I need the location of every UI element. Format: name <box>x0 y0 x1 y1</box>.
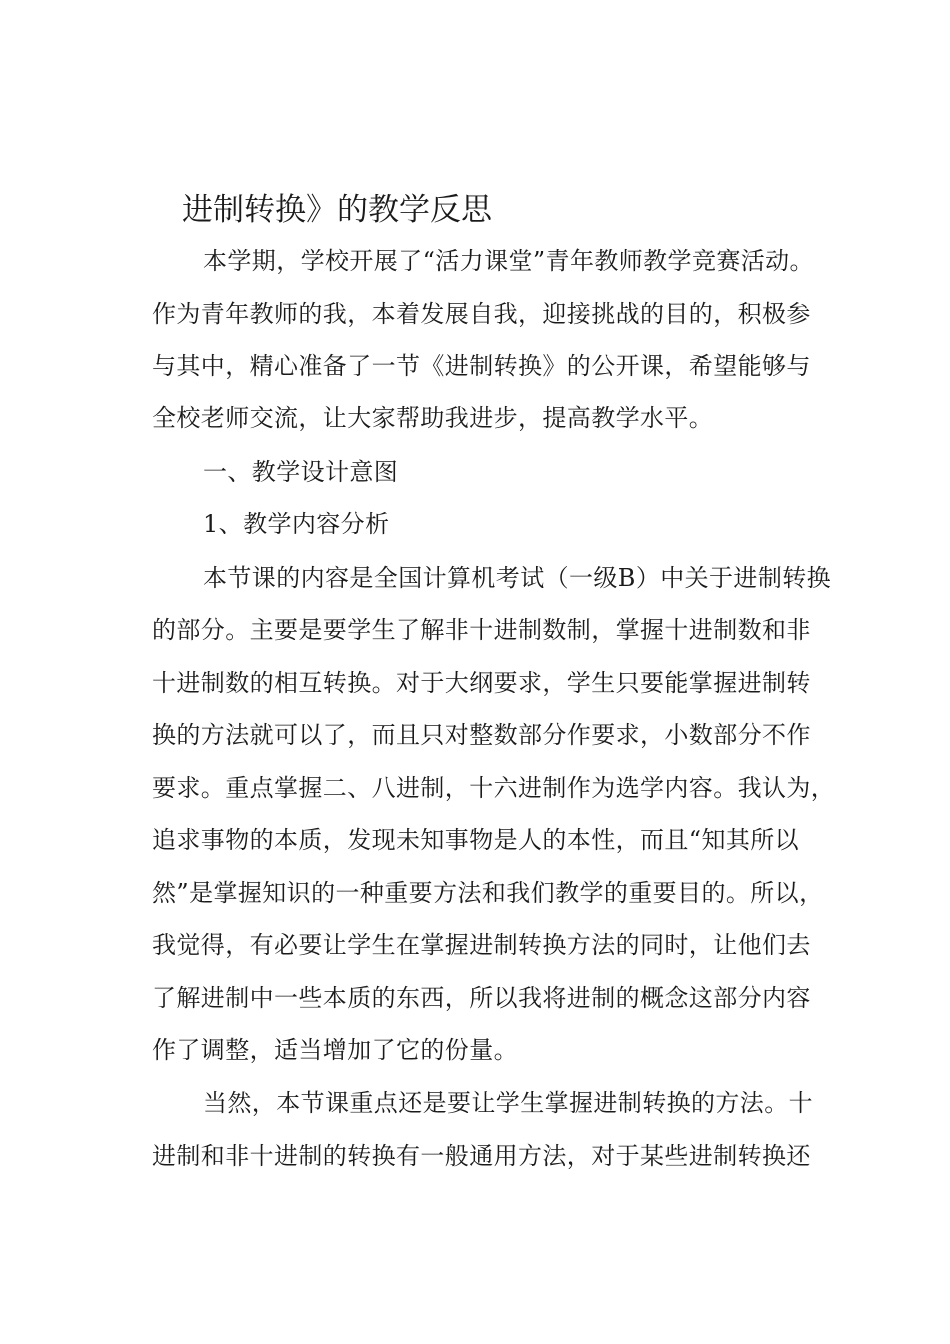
body-line: 换的方法就可以了，而且只对整数部分作要求，小数部分不作 <box>152 721 811 749</box>
body-line: 十进制数的相互转换。对于大纲要求，学生只要能掌握进制转 <box>152 669 811 697</box>
document-title: 进制转换》的教学反思 <box>182 192 492 228</box>
body-line: 要求。重点掌握二、八进制，十六进制作为选学内容。我认为， <box>152 774 836 802</box>
body-line: 与其中，精心准备了一节《进制转换》的公开课，希望能够与 <box>152 352 811 380</box>
body-line: 本节课的内容是全国计算机考试（一级B）中关于进制转换 <box>203 564 832 592</box>
section-heading: 一、教学设计意图 <box>203 458 399 486</box>
body-line: 全校老师交流，让大家帮助我进步，提高教学水平。 <box>152 404 714 432</box>
body-line: 本学期，学校开展了“活力课堂”青年教师教学竞赛活动。 <box>203 247 814 275</box>
body-line: 的部分。主要是要学生了解非十进制数制，掌握十进制数和非 <box>152 616 811 644</box>
body-line: 了解进制中一些本质的东西，所以我将进制的概念这部分内容 <box>152 984 811 1012</box>
body-line: 作了调整，适当增加了它的份量。 <box>152 1036 518 1064</box>
body-line: 我觉得，有必要让学生在掌握进制转换方法的同时，让他们去 <box>152 931 811 959</box>
body-line: 进制和非十进制的转换有一般通用方法，对于某些进制转换还 <box>152 1142 811 1170</box>
body-line: 追求事物的本质，发现未知事物是人的本性，而且“知其所以 <box>152 826 800 854</box>
subsection-heading: 1、教学内容分析 <box>203 510 390 538</box>
body-line: 当然，本节课重点还是要让学生掌握进制转换的方法。十 <box>203 1089 813 1117</box>
body-line: 作为青年教师的我，本着发展自我，迎接挑战的目的，积极参 <box>152 300 811 328</box>
body-line: 然”是掌握知识的一种重要方法和我们教学的重要目的。所以， <box>152 879 824 907</box>
